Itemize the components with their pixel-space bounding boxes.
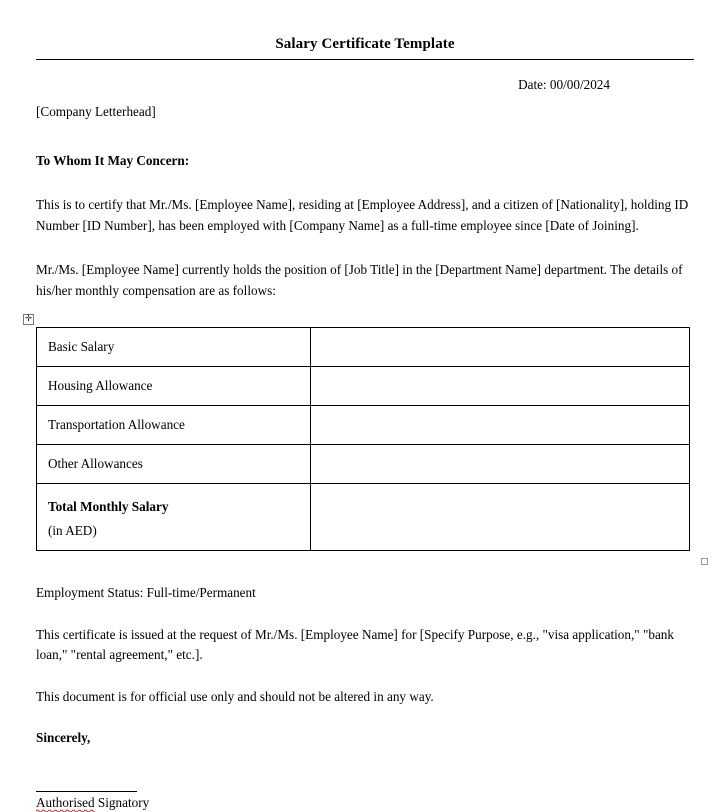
salary-row-value[interactable] [311, 367, 690, 406]
total-salary-label-main: Total Monthly Salary [48, 498, 169, 514]
authorised-signatory-label [36, 793, 694, 812]
misspelled-word: Authorised [36, 794, 95, 810]
total-salary-label-currency: (in AED) [48, 522, 97, 538]
table-move-handle-icon[interactable]: ✛ [24, 314, 33, 324]
company-letterhead-placeholder: [Company Letterhead] [36, 104, 156, 119]
salary-row-value[interactable] [311, 445, 690, 484]
salary-breakdown-table [36, 327, 690, 551]
signature-line [36, 791, 137, 792]
signature-block [36, 791, 694, 812]
body-paragraph-certify: This is to certify that Mr./Ms. [Employee Name], residing at [Employee Address], and a citizen of [Nationality], holding ID Number [ID Number], has been employed with [Company Name] as a full-time employee since [Date of Joining]. [36, 197, 689, 233]
table-row[interactable] [37, 328, 690, 367]
document-content [24, 0, 694, 812]
table-resize-handle-icon[interactable] [701, 558, 708, 565]
request-paragraph: This certificate is issued at the request of Mr./Ms. [Employee Name] for [Specify Purpose, e.g., "visa application," "bank loan," "rental agreement," etc.]. [36, 626, 674, 662]
body-paragraph-position: Mr./Ms. [Employee Name] currently holds the position of [Job Title] in the [Department Name] department. The details of his/her monthly compensation are as follows: [36, 262, 683, 298]
table-row-total[interactable] [37, 484, 690, 551]
table-row[interactable] [37, 367, 690, 406]
table-row[interactable] [37, 445, 690, 484]
salary-row-value[interactable] [311, 406, 690, 445]
total-salary-value[interactable] [311, 484, 690, 551]
closing-salutation: Sincerely, [36, 730, 91, 745]
salary-row-label: Basic Salary [37, 328, 311, 367]
employment-status-line: Employment Status: Full-time/Permanent [36, 585, 256, 600]
table-row[interactable] [37, 406, 690, 445]
date-line: Date: 00/00/2024 [518, 77, 610, 92]
signatory-title: Signatory [94, 794, 150, 810]
salary-row-label: Transportation Allowance [37, 406, 311, 445]
total-salary-label [37, 484, 311, 551]
salary-row-value[interactable] [311, 328, 690, 367]
official-use-paragraph: This document is for official use only and should not be altered in any way. [36, 688, 434, 704]
salary-table-container [24, 314, 694, 551]
page-title: Salary Certificate Template [275, 36, 455, 52]
salary-row-label: Housing Allowance [37, 367, 311, 406]
title-divider [36, 59, 694, 60]
salutation: To Whom It May Concern: [36, 152, 190, 168]
salary-row-label: Other Allowances [37, 445, 311, 484]
salary-table-body [37, 328, 690, 551]
